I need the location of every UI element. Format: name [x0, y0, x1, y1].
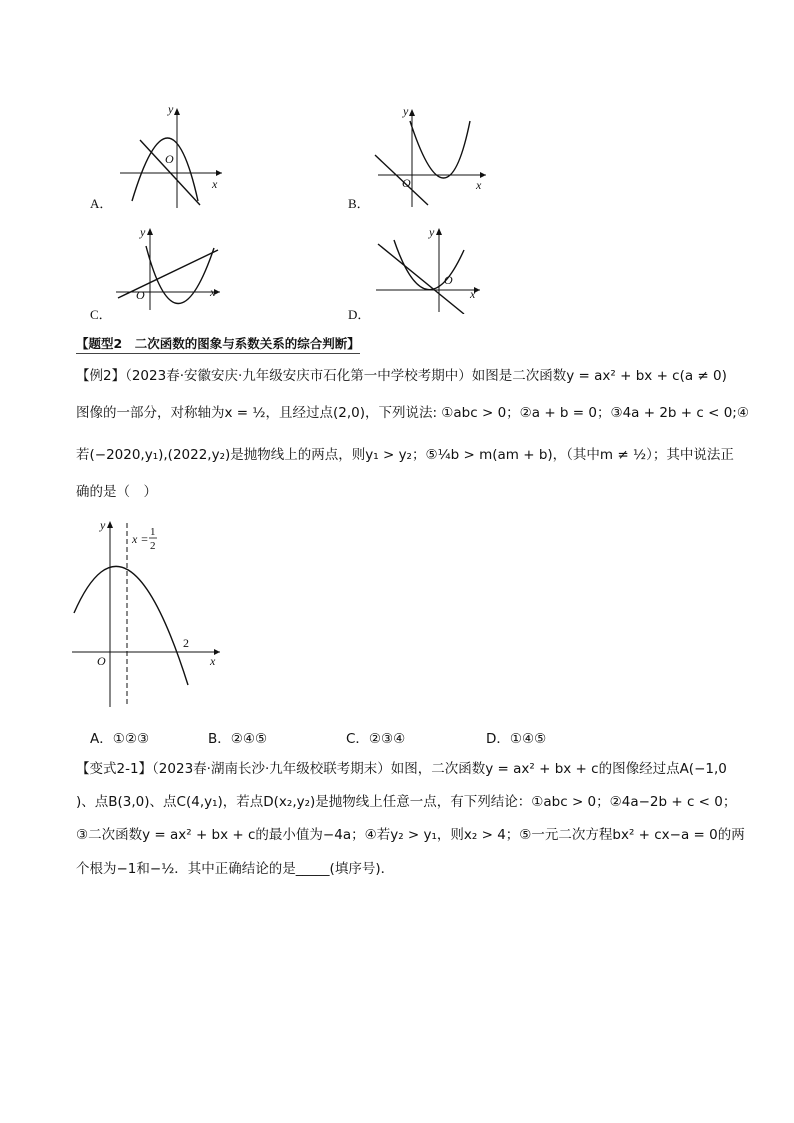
- variant21-line-1: 【变式2-1】（2023春·湖南长沙·九年级校联考期末）如图，二次函数y = ax² + bx + c的图像经过点A(−1,0: [76, 761, 727, 777]
- choice-a[interactable]: A．①②③: [90, 731, 150, 747]
- graph-a: [110, 100, 225, 210]
- option-c-label: C．: [90, 307, 112, 322]
- graph-d: [372, 222, 484, 314]
- example2-parabola-figure: [70, 515, 230, 710]
- example2-line-2: 图像的一部分，对称轴为x = ½，且经过点(2,0)，下列说法: ①abc > 0；②a + b = 0；③4a + 2b + c < 0;④: [76, 405, 749, 421]
- example2-line-3: 若(−2020,y₁),(2022,y₂)是抛物线上的两点，则y₁ > y₂；⑤¼b > m(am + b)，（其中m ≠ ½）；其中说法正: [76, 447, 734, 463]
- graph-b-y-label: y: [403, 104, 409, 118]
- graph-c-x-label: x: [210, 285, 216, 299]
- example2-line-4: 确的是（ ）: [76, 484, 157, 500]
- graph-c-origin: O: [136, 288, 145, 302]
- graph-c-y-label: y: [140, 225, 146, 239]
- choice-b[interactable]: B．②④⑤: [208, 731, 268, 747]
- graph-b-x-label: x: [476, 178, 482, 192]
- choice-c[interactable]: C．②③④: [346, 731, 406, 747]
- graph-a-x-label: x: [212, 177, 218, 191]
- fig-axis-label: x =: [132, 532, 149, 546]
- variant21-line-3: ③二次函数y = ax² + bx + c的最小值为−4a；④若y₂ > y₁，则x₂ > 4；⑤一元二次方程bx² + cx−a = 0的两: [76, 827, 745, 843]
- graph-a-y-label: y: [168, 102, 174, 116]
- variant21-line-4: 个根为−1和−½．其中正确结论的是_____(填序号)．: [76, 861, 395, 877]
- fig-origin: O: [97, 654, 106, 668]
- fig-axis-numerator: 1: [150, 526, 156, 538]
- graph-a-origin: O: [165, 152, 174, 166]
- graph-b: [370, 103, 490, 211]
- fig-root-label: 2: [183, 636, 189, 650]
- fig-y-label: y: [100, 518, 106, 532]
- choice-d[interactable]: D．①④⑤: [486, 731, 547, 747]
- graph-d-y-label: y: [429, 225, 435, 239]
- graph-c: [112, 222, 224, 312]
- option-b-label: B．: [348, 196, 370, 211]
- graph-b-origin: O: [402, 176, 411, 190]
- fig-x-label: x: [210, 654, 216, 668]
- graph-d-origin: O: [444, 273, 453, 287]
- graph-d-x-label: x: [470, 287, 476, 301]
- variant21-line-2: )、点B(3,0)、点C(4,y₁)，若点D(x₂,y₂)是抛物线上任意一点，有下列结论：①abc > 0；②4a−2b + c < 0；: [76, 794, 737, 810]
- example2-line-1: 【例2】（2023春·安徽安庆·九年级安庆市石化第一中学校考期中）如图是二次函数y = ax² + bx + c(a ≠ 0): [76, 368, 727, 384]
- option-d-label: D．: [348, 307, 371, 322]
- option-a-label: A．: [90, 196, 113, 211]
- section-heading: 【题型2 二次函数的图象与系数关系的综合判断】: [76, 334, 360, 354]
- fig-axis-denominator: 2: [150, 540, 156, 552]
